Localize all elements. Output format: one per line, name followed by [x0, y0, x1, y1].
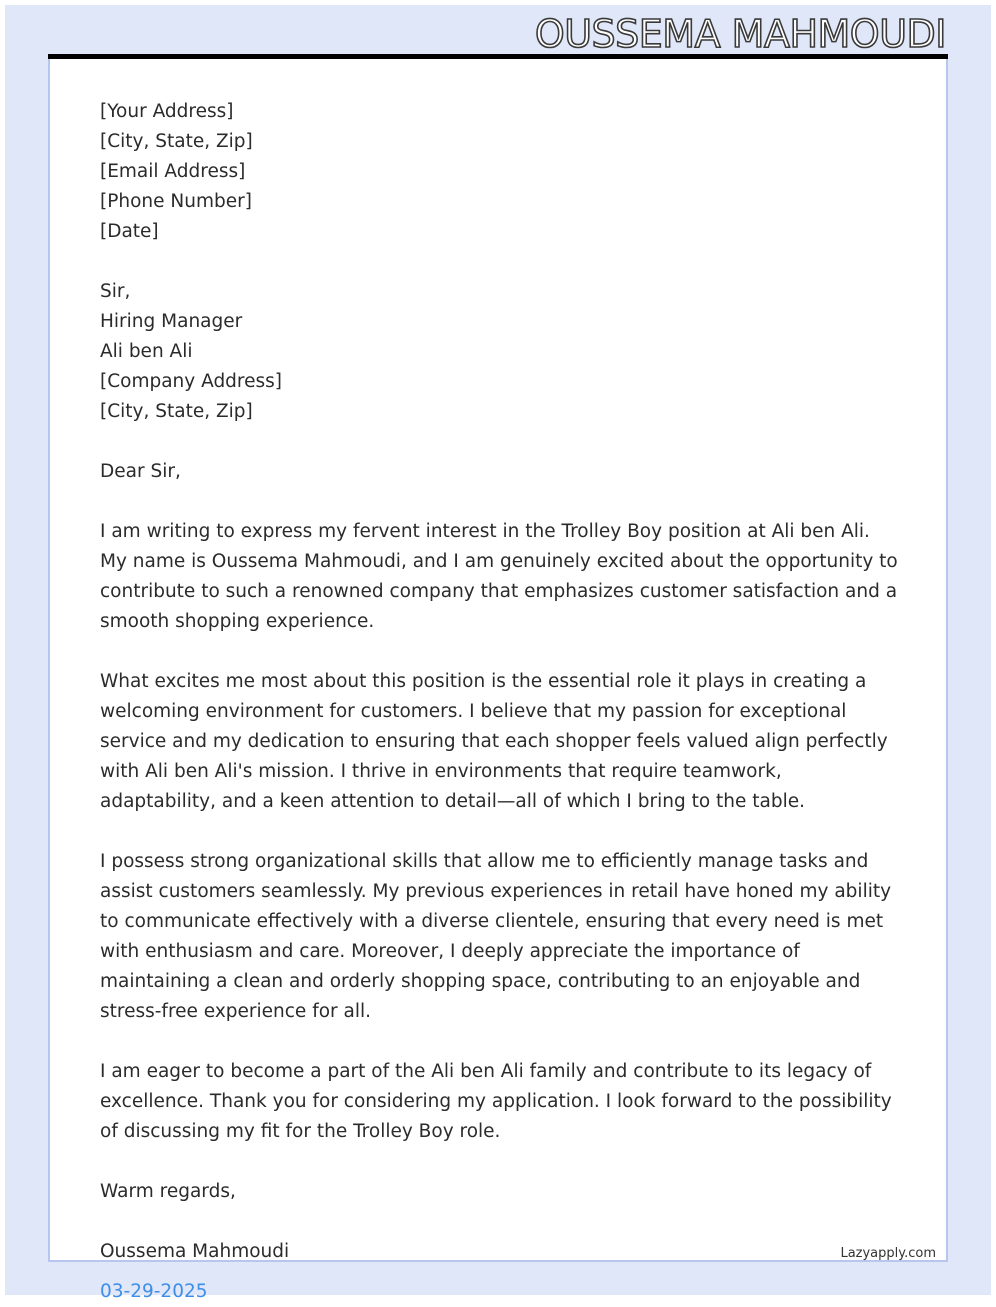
closing-phrase: Warm regards,: [100, 1181, 236, 1202]
recipient-title: Hiring Manager: [100, 311, 243, 332]
sender-date: [Date]: [100, 221, 159, 242]
recipient-company: Ali ben Ali: [100, 341, 193, 362]
recipient-block: [100, 277, 900, 427]
paragraph-closing: I am eager to become a part of the Ali ben Ali family and contribute to its legacy of excellence. Thank you for considering my application. I look forward to the possibility of discussing my fit for the Trolley Boy role.: [100, 1061, 892, 1142]
sender-address: [Your Address]: [100, 101, 234, 122]
paragraph-skills: I possess strong organizational skills that allow me to efficiently manage tasks and assist customers seamlessly. My previous experiences in retail have honed my ability to communicate effectively with a diverse clientele, ensuring that every need is met with enthusiasm and care. Moreover, I deeply appreciate the importance of maintaining a clean and orderly shopping space, contributing to an enjoyable and stress-free experience for all.: [100, 851, 892, 1022]
greeting: Dear Sir,: [100, 461, 181, 482]
sender-city-state-zip: [City, State, Zip]: [100, 131, 253, 152]
paragraph-motivation: What excites me most about this position is the essential role it plays in creating a welcoming environment for customers. I believe that my passion for exceptional service and my dedication to ensuring that each shopper feels valued align perfectly with Ali ben Ali's mission. I thrive in environments that require teamwork, adaptability, and a keen attention to detail—all of which I bring to the table.: [100, 671, 888, 812]
cover-letter-body: [100, 97, 900, 1307]
signature-name: Oussema Mahmoudi: [100, 1241, 290, 1262]
sender-block: [100, 97, 900, 247]
paragraph-intro: I am writing to express my fervent interest in the Trolley Boy position at Ali ben Ali. My name is Oussema Mahmoudi, and I am genuinely excited about the opportunity to contribute to such a renowned company that emphasizes customer satisfaction and a smooth shopping experience.: [100, 521, 898, 632]
applicant-name-header: OUSSEMA MAHMOUDI: [534, 12, 946, 56]
sender-email: [Email Address]: [100, 161, 246, 182]
sender-phone: [Phone Number]: [100, 191, 252, 212]
recipient-city-state-zip: [City, State, Zip]: [100, 401, 253, 422]
watermark-link[interactable]: Lazyapply.com: [840, 1246, 936, 1261]
recipient-salutation: Sir,: [100, 281, 131, 302]
letter-date: 03-29-2025: [100, 1281, 208, 1302]
recipient-company-address: [Company Address]: [100, 371, 283, 392]
